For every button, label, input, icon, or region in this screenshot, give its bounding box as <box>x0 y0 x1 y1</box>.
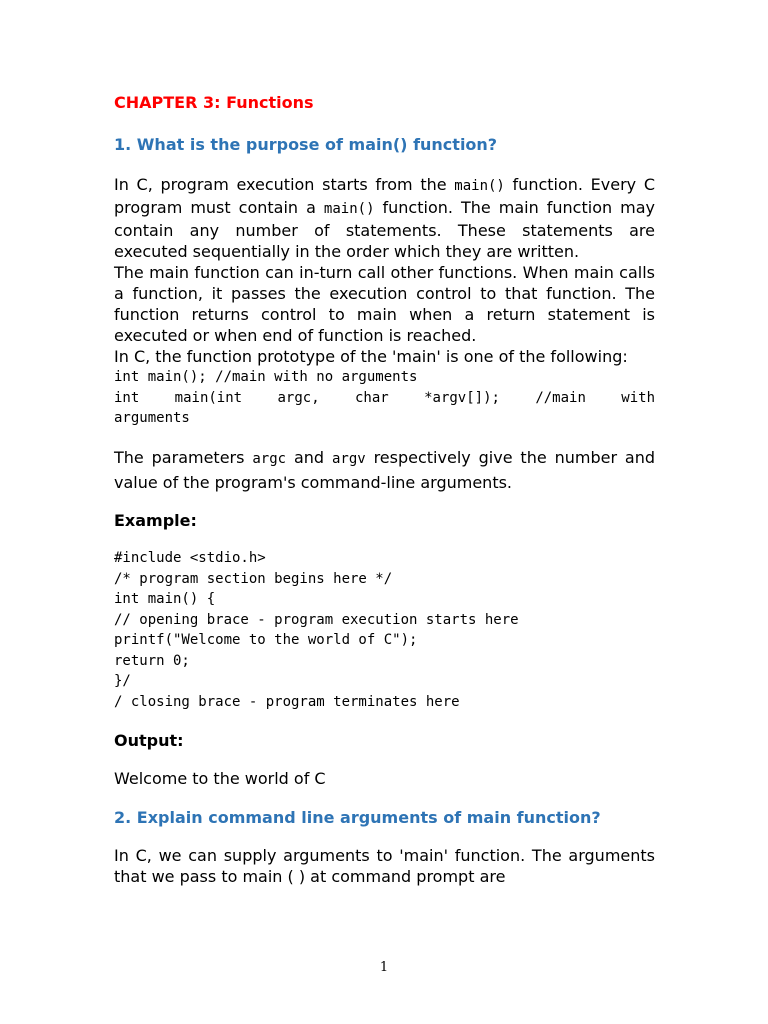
inline-code-argc: argc <box>252 451 287 467</box>
params-text-c: respectively give the number and value of the program's command-line arguments. <box>114 448 656 492</box>
parameters-paragraph <box>114 446 655 494</box>
q1-p1-text-b: function. Every C program must contain a <box>114 175 656 217</box>
q1-paragraph-3: In C, the function prototype of the 'main' is one of the following: <box>114 347 628 366</box>
prototype-line-2-cont: arguments <box>114 409 190 426</box>
prototype-line-2: int main(int argc, char *argv[]); //main with <box>114 389 655 406</box>
page-content <box>114 92 655 887</box>
q1-p1-text-a: In C, program execution starts from the <box>114 175 455 194</box>
code-line: // opening brace - program execution starts here <box>114 611 519 628</box>
inline-code-main-1: main() <box>454 178 505 194</box>
code-line: printf("Welcome to the world of C"); <box>114 632 418 648</box>
code-line: int main() { <box>114 591 216 607</box>
output-heading: Output: <box>114 731 184 750</box>
example-code-block <box>114 548 655 712</box>
question-1-heading: 1. What is the purpose of main() function? <box>114 135 498 154</box>
chapter-title: CHAPTER 3: Functions <box>114 93 314 112</box>
params-text-a: The parameters <box>114 448 253 467</box>
question-2-heading: 2. Explain command line arguments of main function? <box>114 808 601 827</box>
code-line: /* program section begins here */ <box>114 570 393 587</box>
code-line: #include <stdio.h> <box>114 550 266 566</box>
q2-paragraph-1: In C, we can supply arguments to 'main' function. The arguments that we pass to main ( ) at command prompt are <box>114 846 655 886</box>
inline-code-argv: argv <box>331 451 366 467</box>
prototype-line-1: int main(); //main with no arguments <box>114 369 418 385</box>
code-line: }/ <box>114 673 131 689</box>
code-line: / closing brace - program terminates here <box>114 693 460 710</box>
example-heading: Example: <box>114 511 197 530</box>
page-number: 1 <box>379 960 389 975</box>
params-text-b: and <box>286 448 332 467</box>
q1-paragraph-2: The main function can in-turn call other functions. When main calls a function, it passes the execution control to that function. The function returns control to main when a return statement is executed or when end of function is reached. <box>114 263 655 345</box>
q1-paragraph-1 <box>114 174 655 262</box>
code-line: return 0; <box>114 652 190 669</box>
inline-code-main-2: main() <box>323 201 375 217</box>
q1-p1-text-c: function. The main function may contain any number of statements. These statements are executed sequentially in the order which they are written. <box>114 198 656 261</box>
output-text: Welcome to the world of C <box>114 769 326 788</box>
